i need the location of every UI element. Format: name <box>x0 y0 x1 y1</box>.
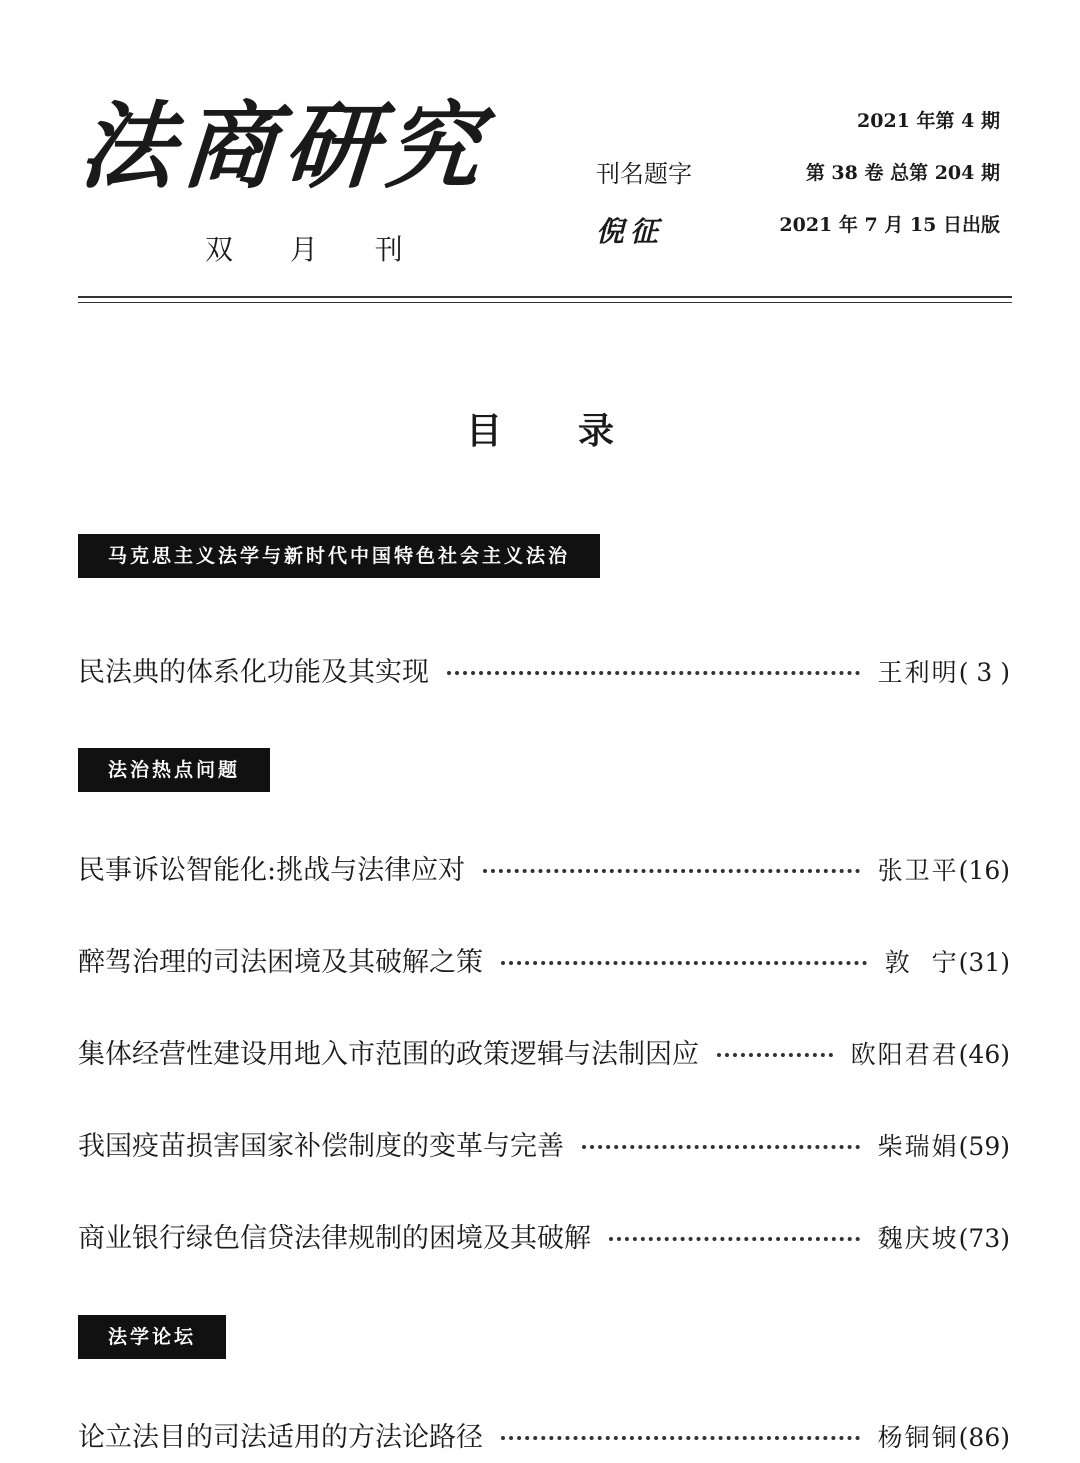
section-header: 马克思主义法学与新时代中国特色社会主义法治 <box>78 534 600 578</box>
issue-number: 2021 年第 4 期 <box>857 110 1000 132</box>
toc-entry[interactable] <box>78 1216 1010 1256</box>
entry-author: 张卫平 <box>877 856 959 885</box>
entry-page: (59) <box>958 1132 1010 1161</box>
section-header: 法学论坛 <box>78 1315 226 1359</box>
entry-author: 柴瑞娟 <box>877 1132 959 1161</box>
dot-leader <box>501 1436 860 1440</box>
entry-page: ( 3 ) <box>958 658 1010 687</box>
entry-title[interactable]: 论立法目的司法适用的方法论路径 <box>78 1422 483 1453</box>
entry-page: (73) <box>958 1224 1010 1253</box>
entry-title[interactable]: 我国疫苗损害国家补偿制度的变革与完善 <box>78 1131 564 1162</box>
entry-author: 欧阳君君 <box>850 1040 959 1069</box>
volume-number: 第 38 卷 总第 204 期 <box>805 162 1000 184</box>
entry-author: 王利明 <box>877 658 959 687</box>
dot-leader <box>483 869 860 873</box>
inscription-signature: 倪征 <box>596 215 665 248</box>
entry-title[interactable]: 集体经营性建设用地入市范围的政策逻辑与法制因应 <box>78 1039 699 1070</box>
toc-entry[interactable] <box>78 940 1010 980</box>
dot-leader <box>582 1145 860 1149</box>
entry-author: 敦 宁 <box>884 948 959 977</box>
toc-entry[interactable] <box>78 848 1010 888</box>
entry-title[interactable]: 民法典的体系化功能及其实现 <box>78 657 429 688</box>
entry-page: (46) <box>958 1040 1010 1069</box>
entry-author: 杨铜铜 <box>877 1423 959 1452</box>
dot-leader <box>609 1237 860 1241</box>
dot-leader <box>717 1053 833 1057</box>
toc-entry[interactable] <box>78 1032 1010 1072</box>
entry-page: (16) <box>958 856 1010 885</box>
toc-heading: 目录 <box>465 410 690 452</box>
header-divider-thick <box>78 296 1012 298</box>
publication-date: 2021 年 7 月 15 日出版 <box>779 214 1000 236</box>
entry-title[interactable]: 商业银行绿色信贷法律规制的困境及其破解 <box>78 1223 591 1254</box>
toc-entry[interactable] <box>78 650 1010 690</box>
toc-entry[interactable] <box>78 1415 1010 1455</box>
entry-author: 魏庆坡 <box>877 1224 959 1253</box>
toc-entry[interactable] <box>78 1124 1010 1164</box>
publication-frequency: 双 月 刊 <box>205 233 427 266</box>
inscription-label: 刊名题字 <box>596 160 692 188</box>
journal-title: 法商研究 <box>76 92 492 202</box>
section-header: 法治热点问题 <box>78 748 270 792</box>
header-divider-thin <box>78 302 1012 303</box>
dot-leader <box>447 671 860 675</box>
entry-page: (86) <box>958 1423 1010 1452</box>
entry-title[interactable]: 醉驾治理的司法困境及其破解之策 <box>78 947 483 978</box>
entry-page: (31) <box>958 948 1010 977</box>
dot-leader <box>501 961 867 965</box>
entry-title[interactable]: 民事诉讼智能化:挑战与法律应对 <box>78 855 466 886</box>
